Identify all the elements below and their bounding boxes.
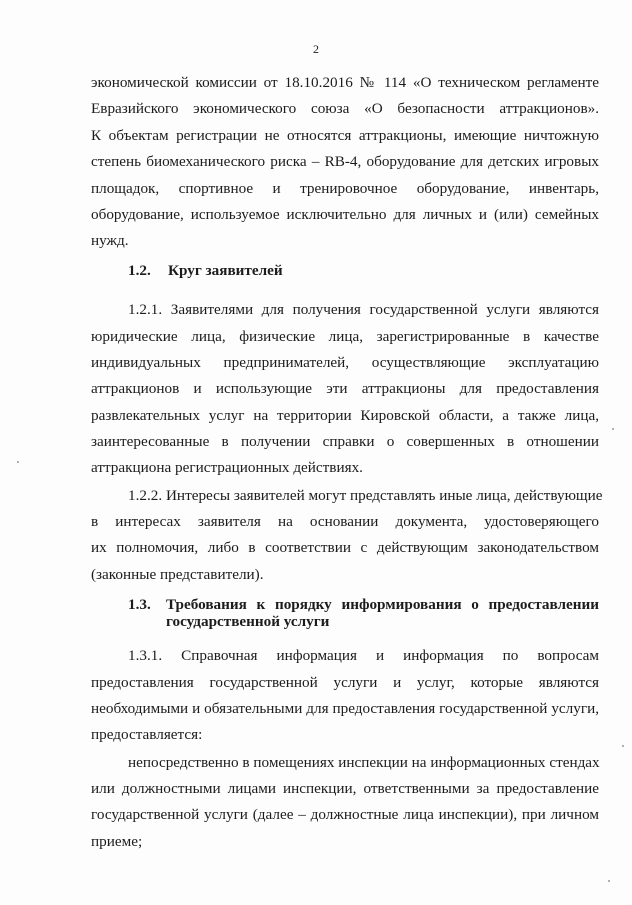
text-line: экономической комиссии от 18.10.2016 № 114 «О техническом регламенте xyxy=(91,74,599,91)
text-line: приеме; xyxy=(91,833,143,850)
text-line: необходимыми и обязательными для предоставления государственной услуги, xyxy=(91,700,599,717)
text-line: индивидуальных предпринимателей, осуществляющие эксплуатацию xyxy=(91,354,599,371)
scan-speck xyxy=(622,745,624,747)
text-line: нужд. xyxy=(91,232,129,249)
section-heading-1-2 xyxy=(128,262,283,280)
text-line: оборудование, используемое исключительно для личных и (или) семейных xyxy=(91,206,599,223)
text-line: непосредственно в помещениях инспекции на информационных стендах xyxy=(128,754,600,771)
text-line: предоставляется: xyxy=(91,726,203,743)
text-line: площадок, спортивное и тренировочное оборудование, инвентарь, xyxy=(91,180,599,197)
text-line: аттракционов и использующие эти аттракционы для предоставления xyxy=(91,380,599,397)
text-line: государственной услуги (далее – должностные лица инспекции), при личном xyxy=(91,806,599,823)
text-line: или должностными лицами инспекции, ответственными за предоставление xyxy=(91,780,599,797)
text-line: 1.3.1. Справочная информация и информация по вопросам xyxy=(128,647,599,664)
text-line: юридические лица, физические лица, зарегистрированные в качестве xyxy=(91,328,599,345)
section-number-1-3: 1.3. xyxy=(128,596,151,613)
text-line: 1.2.2. Интересы заявителей могут представлять иные лица, действующие xyxy=(128,487,603,504)
scan-speck xyxy=(17,461,19,463)
text-line: аттракциона регистрационных действиях. xyxy=(91,459,363,476)
text-line: 1.2.1. Заявителями для получения государственной услуги являются xyxy=(128,301,599,318)
text-line: в интересах заявителя на основании документа, удостоверяющего xyxy=(91,513,599,530)
scan-speck xyxy=(608,880,610,882)
section-title-line-2: государственной услуги xyxy=(166,613,330,630)
scan-speck xyxy=(612,428,614,430)
text-line: степень биомеханического риска – RB-4, оборудование для детских игровых xyxy=(91,153,599,170)
text-line: К объектам регистрации не относятся аттракционы, имеющие ничтожную xyxy=(91,127,599,144)
text-line: Евразийского экономического союза «О безопасности аттракционов». xyxy=(91,100,599,117)
section-title-line-1: Требования к порядку информирования о предоставлении xyxy=(166,596,599,613)
text-line: предоставления государственной услуги и услуг, которые являются xyxy=(91,674,599,691)
text-line: (законные представители). xyxy=(91,566,264,583)
section-title: Круг заявителей xyxy=(168,262,283,279)
text-line: развлекательных услуг на территории Кировской области, а также лица, xyxy=(91,407,599,424)
section-number: 1.2. xyxy=(128,262,151,279)
text-line: их полномочия, либо в соответствии с действующим законодательством xyxy=(91,539,599,556)
text-line: заинтересованные в получении справки о совершенных в отношении xyxy=(91,433,599,450)
page-number: 2 xyxy=(313,42,319,56)
